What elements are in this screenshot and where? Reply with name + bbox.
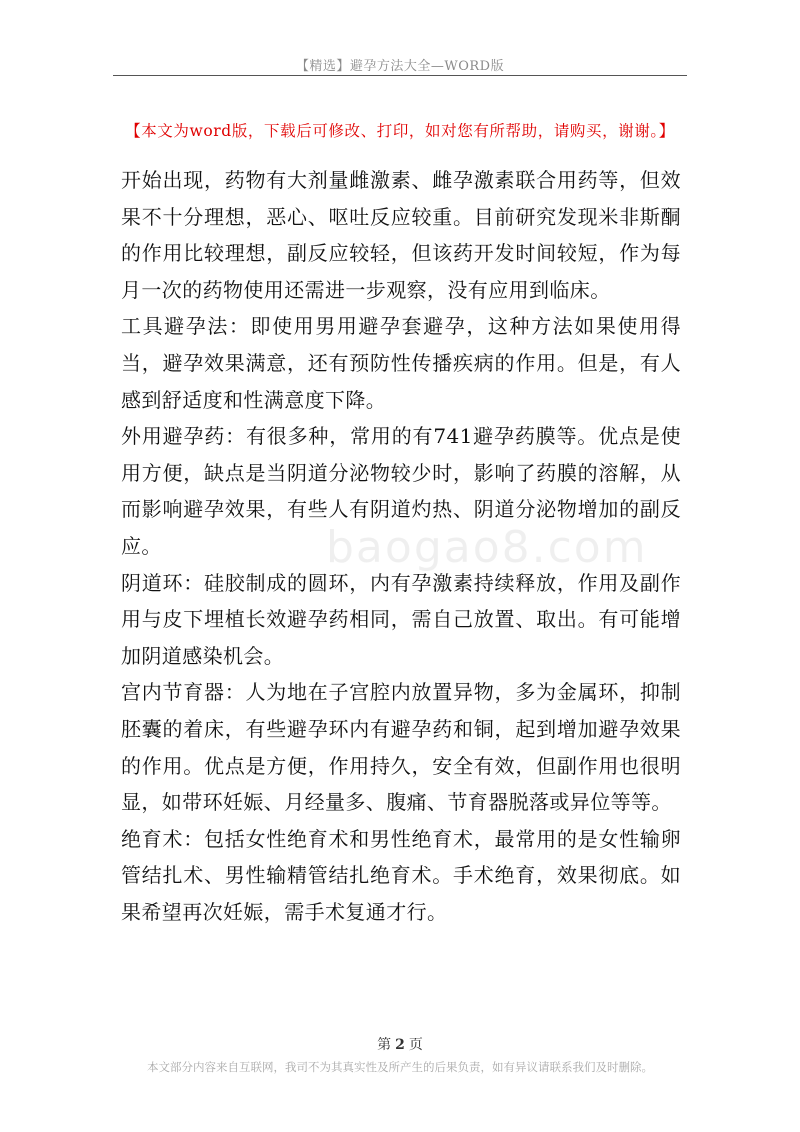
footer-disclaimer: 本文部分内容来自互联网，我司不为其真实性及所产生的后果负责，如有异议请联系我们及时删除。 (147, 1060, 653, 1074)
page-prefix: 第 (377, 1037, 392, 1053)
page-number-value: 2 (395, 1037, 405, 1053)
page-header: 【精选】避孕方法大全—WORD版 (295, 59, 505, 74)
paragraph-condom-method: 工具避孕法：即使用男用避孕套避孕，这种方法如果使用得当，避孕效果满意，还有预防性传播疾病的作用。但是，有人感到舒适度和性满意度下降。 (121, 314, 681, 412)
paragraph-vaginal-ring: 阴道环：硅胶制成的圆环，内有孕激素持续释放，作用及副作用与皮下埋植长效避孕药相同，需自己放置、取出。有可能增加阴道感染机会。 (121, 570, 681, 668)
paragraph-iud: 宫内节育器：人为地在子宫腔内放置异物，多为金属环，抑制胚囊的着床，有些避孕环内有避孕药和铜，起到增加避孕效果的作用。优点是方便，作用持久，安全有效，但副作用也很明显，如带环妊娠、月经量多、腹痛、节育器脱落或异位等等。 (121, 680, 681, 815)
header-divider (113, 75, 687, 76)
paragraph-topical-contraceptive: 外用避孕药：有很多种，常用的有741避孕药膜等。优点是使用方便，缺点是当阴道分泌物较少时，影响了药膜的溶解，从而影响避孕效果，有些人有阴道灼热、阴道分泌物增加的副反应。 (121, 424, 681, 558)
download-notice: 【本文为word版，下载后可修改、打印，如对您有所帮助，请购买，谢谢。】 (125, 122, 675, 140)
watermark: baogao8.com (326, 522, 648, 573)
page-suffix: 页 (408, 1037, 423, 1053)
paragraph-drug-contraception: 开始出现，药物有大剂量雌激素、雌孕激素联合用药等，但效果不十分理想，恶心、呕吐反应较重。目前研究发现米非斯酮的作用比较理想，副反应较轻，但该药开发时间较短，作为每月一次的药物使用还需进一步观察，没有应用到临床。 (121, 168, 681, 302)
page-number (113, 1034, 687, 1054)
paragraph-sterilization: 绝育术：包括女性绝育术和男性绝育术，最常用的是女性输卵管结扎术、男性输精管结扎绝育术。手术绝育，效果彻底。如果希望再次妊娠，需手术复通才行。 (121, 826, 681, 924)
document-body (121, 162, 681, 930)
